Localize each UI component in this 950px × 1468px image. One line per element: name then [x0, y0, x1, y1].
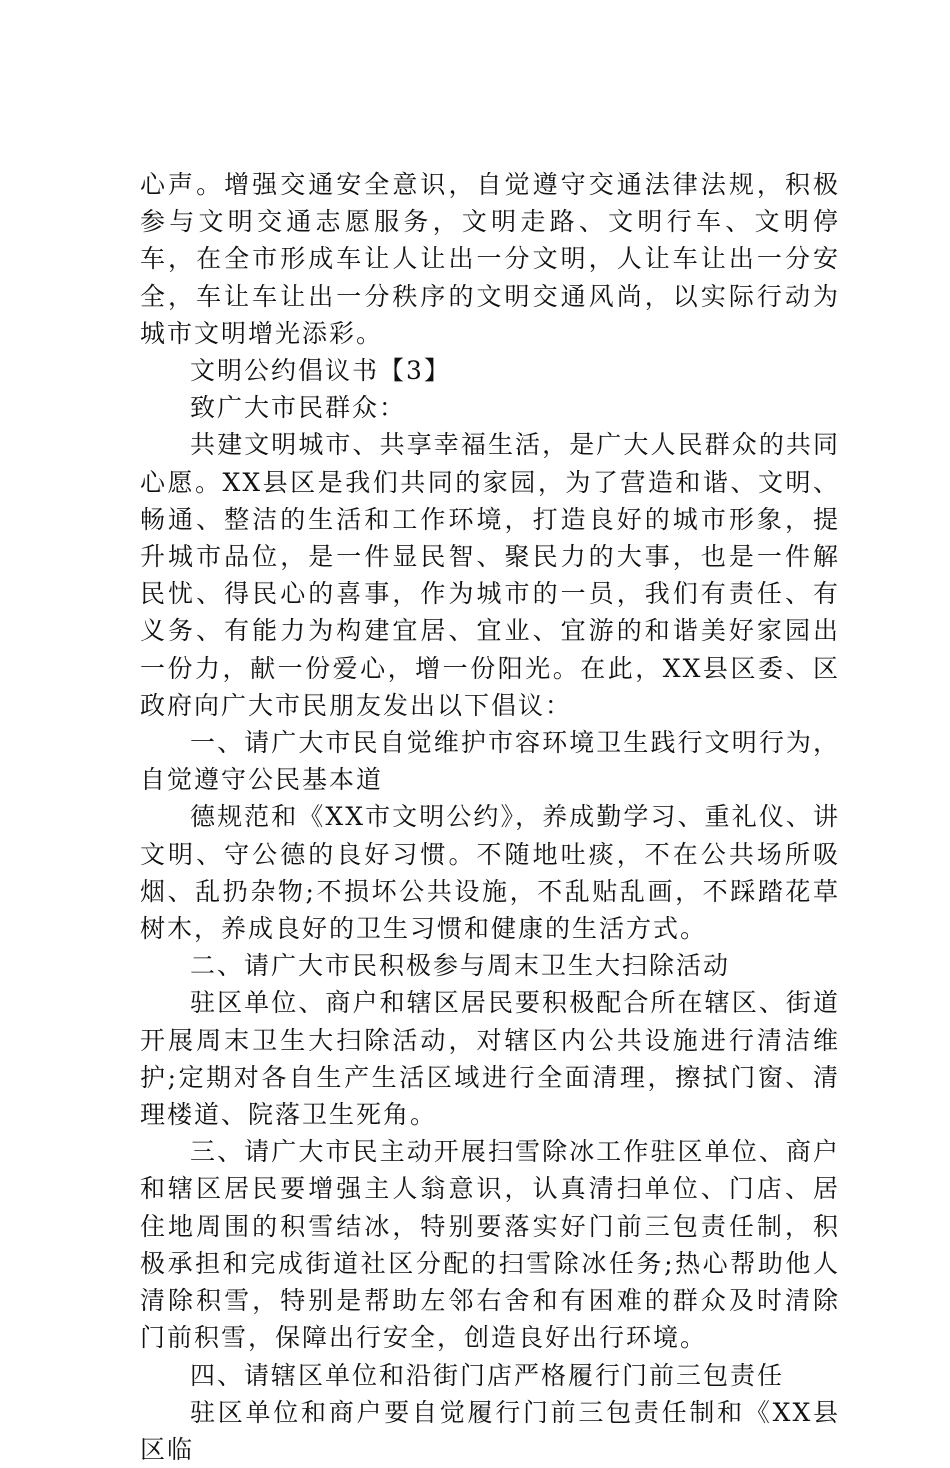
paragraph-continuation: 心声。增强交通安全意识，自觉遵守交通法律法规，积极参与文明交通志愿服务，文明走路、文明行车、文明停车，在全市形成车让人让出一分文明，人让车让出一分安全，车让车让出一分秩序的文明交通风尚，以实际行动为城市文明增光添彩。	[140, 170, 840, 348]
proposal-two-body: 驻区单位、商户和辖区居民要积极配合所在辖区、街道开展周末卫生大扫除活动，对辖区内公共设施进行清洁维护;定期对各自生产生活区域进行全面清理，擦拭门窗、清理楼道、院落卫生死角。	[140, 988, 840, 1130]
document-heading: 文明公约倡议书【3】	[190, 356, 451, 386]
proposal-four-body: 驻区单位和商户要自觉履行门前三包责任制和《XX县区临	[140, 1397, 840, 1464]
proposal-three: 三、请广大市民主动开展扫雪除冰工作驻区单位、商户和辖区居民要增强主人翁意识，认真清扫单位、门店、居住地周围的积雪结冰，特别要落实好门前三包责任制，积极承担和完成街道社区分配的扫雪除冰任务;热心帮助他人清除积雪，特别是帮助左邻右舍和有困难的群众及时清除门前积雪，保障出行安全，创造良好出行环境。	[140, 1137, 840, 1353]
paragraph-intro: 共建文明城市、共享幸福生活，是广大人民群众的共同心愿。XX县区是我们共同的家园，为了营造和谐、文明、畅通、整洁的生活和工作环境，打造良好的城市形象，提升城市品位，是一件显民智、聚民力的大事，也是一件解民忧、得民心的喜事，作为城市的一员，我们有责任、有义务、有能力为构建宜居、宜业、宜游的和谐美好家园出一份力，献一份爱心，增一份阳光。在此，XX县区委、区政府向广大市民朋友发出以下倡议：	[140, 430, 840, 720]
proposal-four-heading: 四、请辖区单位和沿街门店严格履行门前三包责任	[190, 1360, 785, 1390]
proposal-two-heading: 二、请广大市民积极参与周末卫生大扫除活动	[190, 951, 731, 981]
document-body	[140, 166, 840, 1468]
proposal-one-heading: 一、请广大市民自觉维护市容环境卫生践行文明行为，自觉遵守公民基本道	[140, 728, 840, 795]
proposal-one-body: 德规范和《XX市文明公约》，养成勤学习、重礼仪、讲文明、守公德的良好习惯。不随地吐痰，不在公共场所吸烟、乱扔杂物;不损坏公共设施，不乱贴乱画，不踩踏花草树木，养成良好的卫生习惯和健康的生活方式。	[140, 802, 840, 944]
salutation: 致广大市民群众：	[190, 393, 407, 423]
